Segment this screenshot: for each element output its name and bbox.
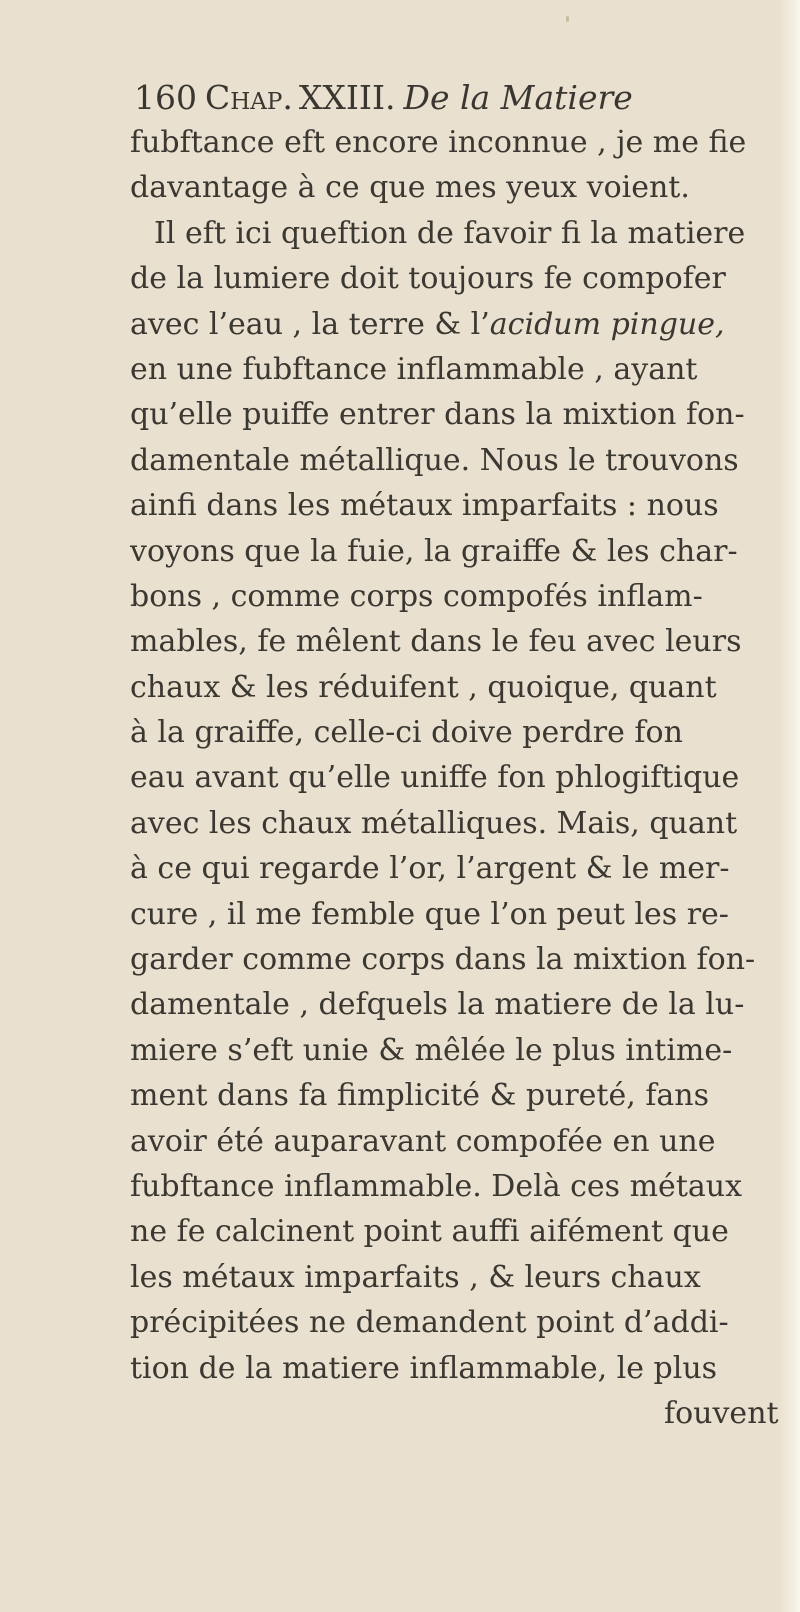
text-line: chaux & les réduifent , quoique, quant bbox=[130, 669, 717, 705]
text-line: Il eft ici queftion de favoir fi la matiere bbox=[154, 215, 746, 251]
italic-phrase: acidum pingue, bbox=[489, 306, 725, 342]
text-line: miere s’eft unie & mêlée le plus intime- bbox=[130, 1032, 733, 1068]
text-line: cure , il me femble que l’on peut les re- bbox=[130, 896, 729, 932]
text-line: de la lumiere doit toujours fe compofer bbox=[130, 261, 726, 297]
text-line: qu’elle puiffe entrer dans la mixtion fon- bbox=[130, 397, 745, 433]
text-line: garder comme corps dans la mixtion fon- bbox=[130, 942, 756, 978]
text-line: à ce qui regarde l’or, l’argent & le mer- bbox=[130, 851, 730, 887]
body-text bbox=[130, 120, 790, 1436]
text-line: bons , comme corps compofés inflam- bbox=[130, 578, 703, 614]
text-line: fubftance eft encore inconnue , je me fie bbox=[130, 125, 747, 160]
text-line: voyons que la fuie, la graiffe & les char- bbox=[130, 533, 738, 569]
text-line: tion de la matiere inflammable, le plus bbox=[130, 1350, 718, 1386]
text-line bbox=[130, 302, 790, 347]
text-line: ainfi dans les métaux imparfaits : nous bbox=[130, 488, 719, 524]
chapter-label: Chap. bbox=[205, 78, 293, 117]
text-line: précipitées ne demandent point d’addi- bbox=[130, 1305, 729, 1341]
text-line: ment dans fa fimplicité & pureté, fans bbox=[130, 1078, 710, 1114]
paper-spot bbox=[566, 16, 569, 22]
text-line: eau avant qu’elle uniffe fon phlogiftique bbox=[130, 760, 740, 796]
text-line: damentale métallique. Nous le trouvons bbox=[130, 442, 739, 478]
text-line-start: avec l’eau , la terre & l’ bbox=[130, 306, 490, 342]
text-line: les métaux imparfaits , & leurs chaux bbox=[130, 1259, 701, 1295]
running-header bbox=[134, 76, 774, 120]
text-line: avoir été auparavant compofée en une bbox=[130, 1123, 716, 1159]
page-number: 160 bbox=[134, 78, 197, 117]
text-line: mables, fe mêlent dans le feu avec leurs bbox=[130, 624, 742, 660]
text-line: ne fe calcinent point auffi aifément que bbox=[130, 1214, 729, 1250]
chapter-number: XXIII. bbox=[298, 78, 396, 117]
text-line: avec les chaux métalliques. Mais, quant bbox=[130, 805, 738, 841]
chapter-subject: De la Matiere bbox=[403, 78, 633, 117]
text-line: à la graiffe, celle-ci doive perdre fon bbox=[130, 715, 683, 751]
text-line: davantage à ce que mes yeux voient. bbox=[130, 170, 690, 206]
text-line: fubftance inflammable. Delà ces métaux bbox=[130, 1168, 742, 1204]
text-line: damentale , defquels la matiere de la lu- bbox=[130, 987, 745, 1023]
text-line: en une fubftance inflammable , ayant bbox=[130, 351, 698, 387]
catchword: fouvent bbox=[664, 1395, 779, 1431]
